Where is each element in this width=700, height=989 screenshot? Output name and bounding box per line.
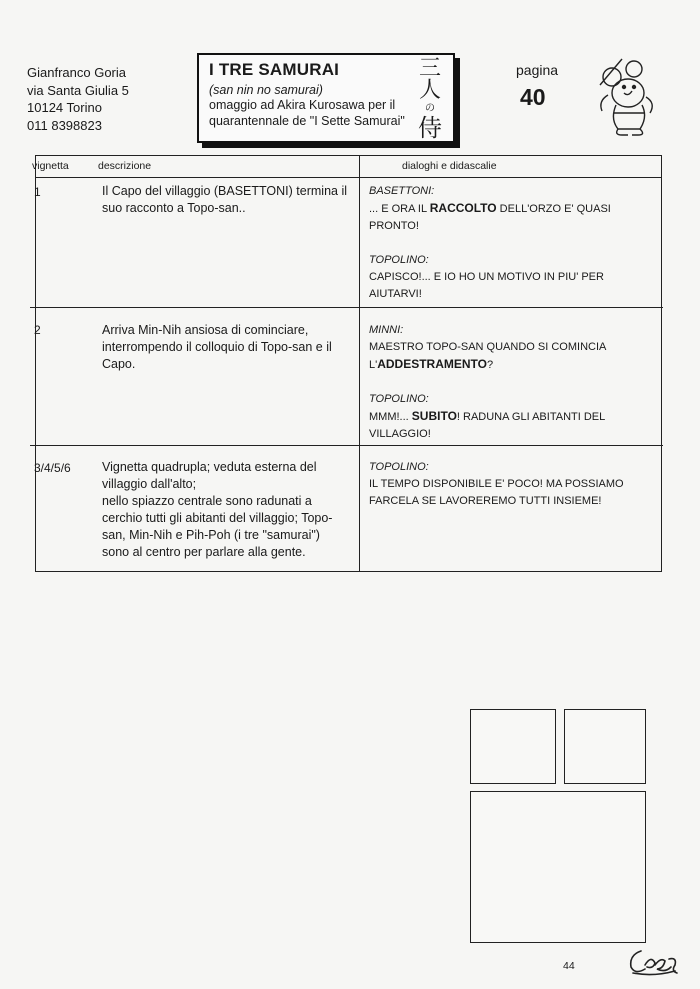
header-dialoghi: dialoghi e didascalie: [402, 160, 497, 172]
dialogue-line: MMM!... SUBITO! RADUNA GLI ABITANTI DEL: [369, 409, 606, 423]
kanji-title: [417, 58, 443, 140]
kanji-char: の: [425, 103, 435, 114]
dialogue-line: CAPISCO!... E IO HO UN MOTIVO IN PIU' PER: [369, 271, 604, 283]
desc-line: Capo.: [102, 357, 136, 371]
header-descrizione: descrizione: [98, 160, 152, 172]
footer-page-number: 44: [563, 960, 575, 972]
column-divider: [359, 156, 360, 571]
row-2-dialoghi: [369, 322, 606, 443]
kanji-char: 三: [418, 56, 441, 81]
desc-line: san, Min-Nih e Pih-Poh (i tre "samurai"): [102, 528, 320, 542]
title-box: [197, 53, 455, 143]
page-number: 40: [520, 84, 546, 110]
speaker: TOPOLINO:: [369, 461, 429, 473]
row-3-descrizione: [102, 459, 332, 561]
samurai-mouse-mascot-icon: [588, 55, 664, 137]
artist-signature-icon: [625, 945, 681, 977]
kanji-char: 侍: [418, 114, 442, 142]
speaker: TOPOLINO:: [369, 254, 429, 266]
dialogue-line: FARCELA SE LAVOREREMO TUTTI INSIEME!: [369, 495, 602, 507]
dialogue-line: VILLAGGIO!: [369, 428, 431, 440]
row-divider: [30, 307, 663, 308]
row-3-vignetta: 3/4/5/6: [34, 461, 71, 475]
row-2-descrizione: [102, 322, 332, 373]
dedication-line-1: omaggio ad Akira Kurosawa per il: [209, 98, 396, 112]
desc-line: nello spiazzo centrale sono radunati a: [102, 494, 312, 508]
dialogue-line: MAESTRO TOPO-SAN QUANDO SI COMINCIA: [369, 341, 607, 353]
page-label: pagina: [516, 62, 559, 78]
speaker: MINNI:: [369, 324, 404, 336]
desc-line: Vignetta quadrupla; veduta esterna del: [102, 460, 317, 474]
row-1-dialoghi: [369, 183, 611, 303]
row-1-descrizione: [102, 183, 347, 217]
dialogue-line: IL TEMPO DISPONIBILE E' POCO! MA POSSIAMO: [369, 478, 624, 490]
layout-panel-2: [564, 709, 646, 784]
script-table: [32, 155, 662, 572]
layout-panel-3-6: [470, 791, 646, 943]
speaker: BASETTONI:: [369, 185, 435, 197]
dialogue-line: L'ADDESTRAMENTO?: [369, 357, 494, 371]
dialogue-line: PRONTO!: [369, 220, 419, 232]
desc-line: interrompendo il colloquio di Topo-san e il: [102, 340, 332, 354]
story-title: I TRE SAMURAI: [209, 60, 340, 79]
desc-line: Arriva Min-Nih ansiosa di cominciare,: [102, 323, 309, 337]
story-subtitle: (san nin no samurai): [209, 83, 323, 97]
layout-panel-1: [470, 709, 556, 784]
dialogue-line: ... E ORA IL RACCOLTO DELL'ORZO E' QUASI: [369, 201, 611, 215]
row-2-vignetta: 2: [34, 323, 41, 337]
kanji-char: 人: [418, 78, 441, 103]
desc-line: Il Capo del villaggio (BASETTONI) termina il: [102, 184, 347, 198]
row-1-vignetta: 1: [34, 185, 41, 199]
desc-line: villaggio dall'alto;: [102, 477, 197, 491]
author-name: Gianfranco Goria: [27, 65, 126, 80]
author-phone: 011 8398823: [27, 117, 102, 133]
row-divider: [30, 445, 663, 446]
table-header: [32, 156, 661, 178]
dialogue-line: AIUTARVI!: [369, 288, 422, 300]
desc-line: sono al centro per parlare alla gente.: [102, 545, 306, 559]
header-vignetta: vignetta: [32, 160, 69, 172]
desc-line: suo racconto a Topo-san..: [102, 201, 246, 215]
desc-line: cerchio tutti gli abitanti del villaggio; Topo-: [102, 511, 333, 525]
author-street: via Santa Giulia 5: [27, 82, 129, 98]
dedication-line-2: quarantennale de "I Sette Samurai": [209, 114, 405, 128]
author-city: 10124 Torino: [27, 100, 102, 115]
row-3-dialoghi: [369, 459, 624, 510]
author-address: [27, 64, 129, 134]
speaker: TOPOLINO:: [369, 393, 429, 405]
